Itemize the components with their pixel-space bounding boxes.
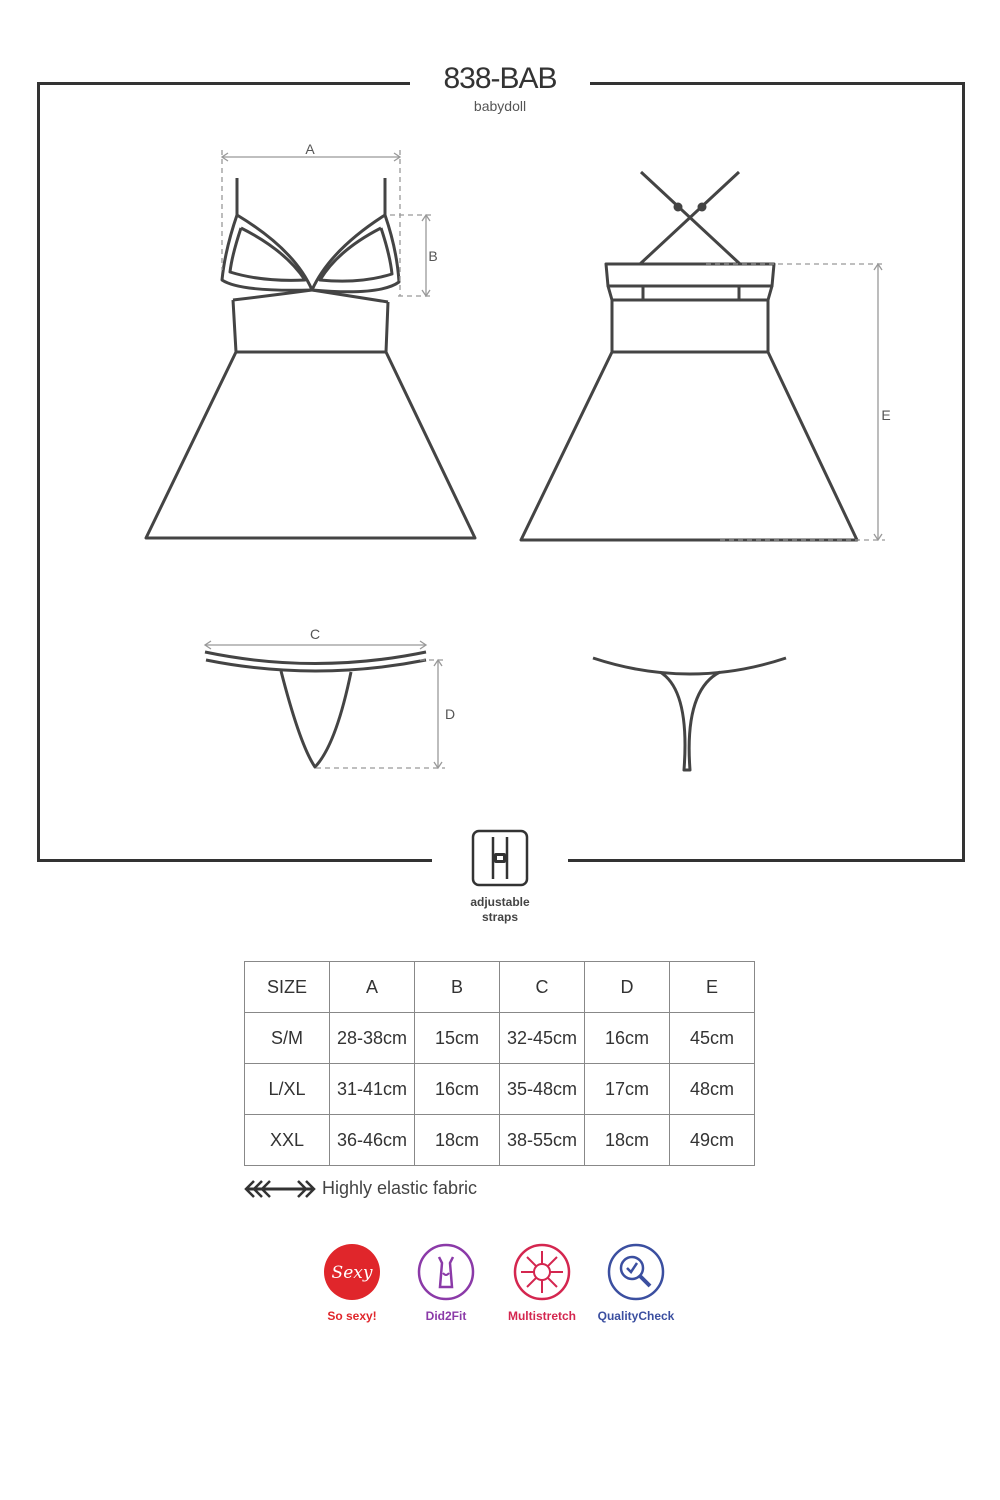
table-cell: 18cm xyxy=(415,1115,500,1166)
dimension-label-e: E xyxy=(881,407,891,423)
table-cell: 35-48cm xyxy=(500,1064,585,1115)
dress-fit-icon xyxy=(417,1243,475,1301)
elastic-fabric-note: Highly elastic fabric xyxy=(322,1178,478,1198)
multistretch-arrows-icon xyxy=(513,1243,571,1301)
table-cell: 45cm xyxy=(670,1013,755,1064)
table-row xyxy=(245,1064,755,1115)
table-row xyxy=(245,1115,755,1166)
table-header-row xyxy=(245,962,755,1013)
sexy-heart-icon xyxy=(323,1243,381,1301)
table-cell: L/XL xyxy=(245,1064,330,1115)
table-header-cell: D xyxy=(585,962,670,1013)
table-cell: 16cm xyxy=(415,1064,500,1115)
size-table xyxy=(244,961,755,1166)
adjustable-straps-label: adjustable straps xyxy=(470,895,530,924)
table-cell: 31-41cm xyxy=(330,1064,415,1115)
table-cell: 48cm xyxy=(670,1064,755,1115)
thong-back-drawing xyxy=(593,658,786,770)
dimension-lines xyxy=(205,150,885,768)
table-cell: 36-46cm xyxy=(330,1115,415,1166)
table-header-cell: E xyxy=(670,962,755,1013)
badge-multistretch: Multistretch xyxy=(492,1243,592,1323)
table-cell: 28-38cm xyxy=(330,1013,415,1064)
table-cell: 17cm xyxy=(585,1064,670,1115)
table-cell: 16cm xyxy=(585,1013,670,1064)
table-cell: XXL xyxy=(245,1115,330,1166)
dimension-label-b: B xyxy=(428,248,438,264)
badge-so-sexy: Sexy So sexy! xyxy=(302,1243,402,1323)
table-cell: 15cm xyxy=(415,1013,500,1064)
dimension-label-d: D xyxy=(444,706,456,722)
product-code: 838-BAB xyxy=(443,62,557,95)
table-cell: S/M xyxy=(245,1013,330,1064)
table-cell: 49cm xyxy=(670,1115,755,1166)
elastic-arrows-icon xyxy=(244,1177,316,1201)
badge-quality-check: QualityCheck xyxy=(586,1243,686,1323)
product-type: babydoll xyxy=(473,98,527,114)
table-row xyxy=(245,1013,755,1064)
table-header-cell: SIZE xyxy=(245,962,330,1013)
table-cell: 18cm xyxy=(585,1115,670,1166)
table-cell: 38-55cm xyxy=(500,1115,585,1166)
svg-text:Sexy: Sexy xyxy=(331,1263,373,1283)
magnifier-check-icon xyxy=(607,1243,665,1301)
babydoll-back-drawing xyxy=(521,172,857,540)
table-header-cell: C xyxy=(500,962,585,1013)
adjustable-straps-icon xyxy=(471,829,529,887)
thong-front-drawing xyxy=(205,652,426,767)
table-cell: 32-45cm xyxy=(500,1013,585,1064)
table-header-cell: A xyxy=(330,962,415,1013)
badge-did2fit: Did2Fit xyxy=(396,1243,496,1323)
dimension-label-a: A xyxy=(305,141,315,157)
table-header-cell: B xyxy=(415,962,500,1013)
dimension-label-c: C xyxy=(309,626,321,642)
